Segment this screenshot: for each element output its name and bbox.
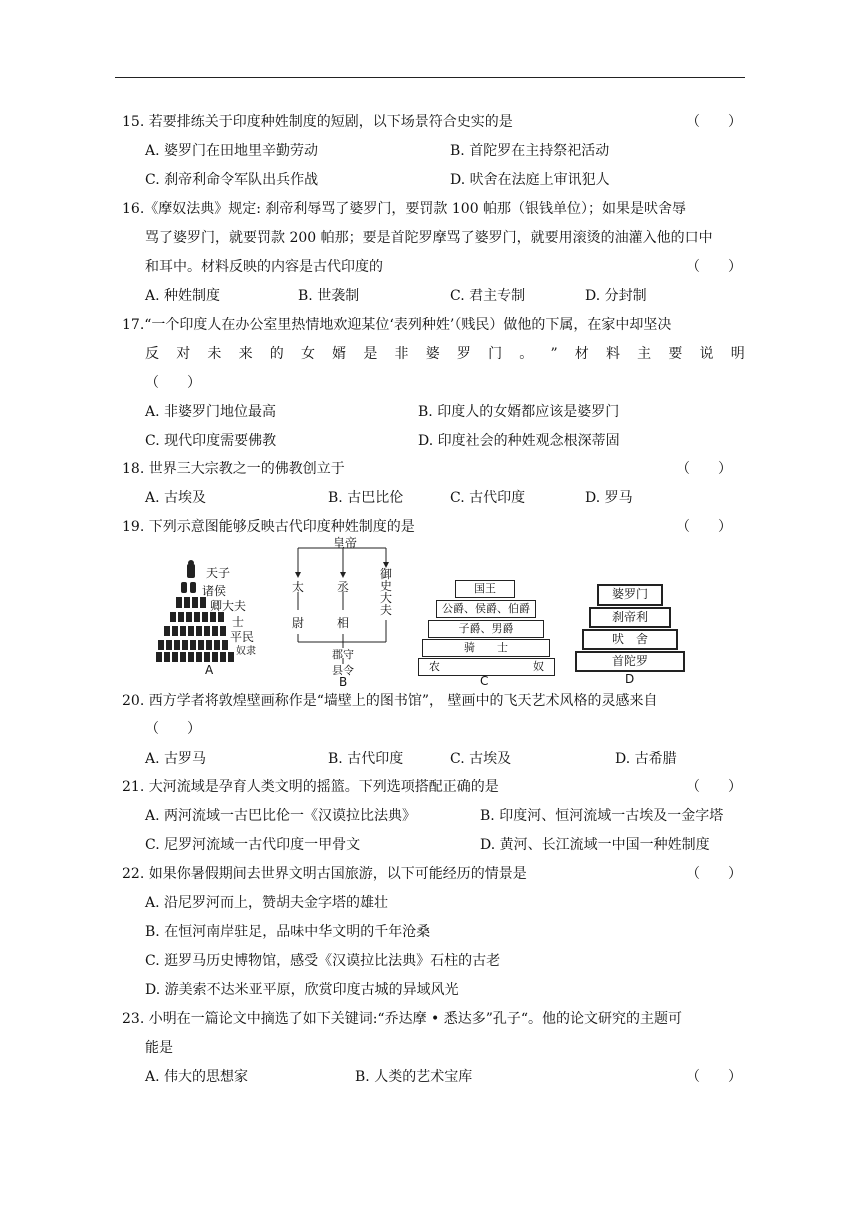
option-15-c[interactable]: C. 刹帝利命令军队出兵作战 [145,172,319,188]
option-18-c[interactable]: C. 古代印度 [450,490,526,506]
option-16-a[interactable]: A. 种姓制度 [145,288,221,304]
figure-a-caption: A [205,663,214,677]
figure-b-col: 御史大夫 [380,567,393,617]
option-15-a[interactable]: A. 婆罗门在田地里辛勤劳动 [145,143,319,159]
option-20-c[interactable]: C. 古埃及 [450,751,512,767]
question-16-line2: 骂了婆罗门，就要罚款 200 帕那；要是首陀罗摩骂了婆罗门，就要用滚烫的油灌入他的口中 [145,230,713,246]
q17-char: 来 [238,346,253,362]
q17-char: 明 [730,346,745,362]
question-16-line3: 和耳中。材料反映的内容是古代印度的 [145,259,383,275]
option-17-b[interactable]: B. 印度人的女婿都应该是婆罗门 [418,404,620,420]
figure-a-label: 奴隶 [236,646,256,657]
figure-a[interactable] [150,560,270,680]
figure-c-tier: 公爵、侯爵、伯爵 [436,600,536,618]
question-19: 19. 下列示意图能够反映古代印度种姓制度的是 [122,519,415,535]
figure-b-bottom2: 县令 [332,664,354,677]
question-22: 22. 如果你暑假期间去世界文明古国旅游，以下可能经历的情景是 [122,866,527,882]
q17-char: 门 [488,346,503,362]
figure-b[interactable] [288,534,398,689]
answer-paren-19[interactable]: （ ） [676,519,732,535]
figure-d-tier: 刹帝利 [589,607,671,628]
option-22-b[interactable]: B. 在恒河南岸驻足，品味中华文明的千年沧桑 [145,924,431,940]
figure-b-col: 太 [292,580,305,594]
q17-char: 反 [145,346,159,362]
option-21-c[interactable]: C. 尼罗河流域一古代印度一甲骨文 [145,837,361,853]
answer-paren-16[interactable]: （ ） [686,259,742,275]
figure-c-base-right: 奴 [533,660,544,673]
option-21-b[interactable]: B. 印度河、恒河流域一古埃及一金字塔 [480,808,724,824]
question-17-line2 [145,344,745,364]
figure-b-row2: 尉 [292,616,305,630]
answer-paren-17[interactable]: （ ） [145,375,201,391]
q17-char: 非 [394,346,409,362]
option-17-d[interactable]: D. 印度社会的种姓观念根深蒂固 [418,433,620,449]
figure-d-tier: 婆罗门 [597,584,663,606]
figure-b-row2: 相 [337,616,350,630]
option-18-d[interactable]: D. 罗马 [585,490,633,506]
q17-char: 材 [574,346,589,362]
q17-char: 主 [637,346,652,362]
option-17-a[interactable]: A. 非婆罗门地位最高 [145,404,277,420]
q17-char: 对 [176,346,191,362]
figure-b-top: 皇帝 [333,536,358,550]
header-rule [115,77,745,78]
option-15-d[interactable]: D. 吠舍在法庭上审讯犯人 [450,172,610,188]
question-15: 15. 若要排练关于印度种姓制度的短剧，以下场景符合史实的是 [122,114,513,130]
option-20-d[interactable]: D. 古希腊 [615,751,677,767]
q17-char: 要 [668,346,683,362]
figure-a-label: 卿大夫 [210,599,247,613]
q17-char: 料 [605,346,620,362]
figure-d[interactable] [575,584,685,684]
q17-char: 是 [363,346,378,362]
figure-d-caption: D [625,672,635,686]
option-23-a[interactable]: A. 伟大的思想家 [145,1069,249,1085]
q17-char: 。 [519,346,534,362]
question-18: 18. 世界三大宗教之一的佛教创立于 [122,461,345,477]
question-23-line1: 23. 小明在一篇论文中摘选了如下关键词:“乔达摩 • 悉达多”孔子“。他的论文研究的主题可 [122,1011,683,1027]
figure-c-caption: C [480,674,489,688]
figure-a-label: 平民 [230,630,255,644]
figure-b-col: 丞 [337,580,350,594]
figure-c-base-left: 农 [429,660,440,673]
q17-char: 罗 [456,346,471,362]
option-17-c[interactable]: C. 现代印度需要佛教 [145,433,277,449]
figure-d-tier: 首陀罗 [575,651,685,672]
question-16-line1: 16.《摩奴法典》规定: 刹帝利辱骂了婆罗门，要罚款 100 帕那（银钱单位）；如果是吠舍辱 [122,201,687,217]
question-23-line2: 能是 [145,1040,173,1056]
option-21-a[interactable]: A. 两河流域一古巴比伦一《汉谟拉比法典》 [145,808,417,824]
question-21: 21. 大河流域是孕育人类文明的摇篮。下列选项搭配正确的是 [122,779,499,795]
question-17-line1: 17.“一个印度人在办公室里热情地欢迎某位‘表列种姓’（贱民）做他的下属，在家中却坚决 [122,317,672,333]
figure-a-label: 天子 [206,566,231,580]
option-22-d[interactable]: D. 游美索不达米亚平原，欣赏印度古城的异域风光 [145,982,459,998]
figure-b-bottom1: 郡守 [332,648,354,661]
option-22-c[interactable]: C. 逛罗马历史博物馆，感受《汉谟拉比法典》石柱的古老 [145,953,501,969]
q17-char: ” [550,346,558,362]
q17-char: 女 [300,346,315,362]
q17-char: 未 [207,346,222,362]
answer-paren-18[interactable]: （ ） [676,461,732,477]
option-23-b[interactable]: B. 人类的艺术宝库 [355,1069,473,1085]
answer-paren-20[interactable]: （ ） [145,721,201,737]
figure-a-label: 士 [232,615,245,629]
answer-paren-23[interactable]: （ ） [686,1069,742,1085]
answer-paren-22[interactable]: （ ） [686,866,742,882]
q17-char: 的 [269,346,284,362]
option-18-a[interactable]: A. 古埃及 [145,490,207,506]
option-21-d[interactable]: D. 黄河、长江流域一中国一种姓制度 [480,837,710,853]
option-20-b[interactable]: B. 古代印度 [328,751,404,767]
option-20-a[interactable]: A. 古罗马 [145,751,207,767]
option-15-b[interactable]: B. 首陀罗在主持祭祀活动 [450,143,610,159]
figure-c-tier: 子爵、男爵 [428,620,544,638]
question-20-line1: 20. 西方学者将敦煌壁画称作是“墙壁上的图书馆”， 壁画中的飞天艺术风格的灵感来自 [122,693,658,709]
q17-char: 婆 [425,346,440,362]
option-22-a[interactable]: A. 沿尼罗河而上，赞胡夫金字塔的雄壮 [145,895,389,911]
figure-b-caption: B [339,675,348,689]
option-16-d[interactable]: D. 分封制 [585,288,647,304]
option-16-b[interactable]: B. 世袭制 [298,288,360,304]
figure-d-tier: 吠 舍 [582,629,678,650]
option-16-c[interactable]: C. 君主专制 [450,288,526,304]
q17-char: 说 [699,346,714,362]
figure-c-tier: 骑 士 [422,639,550,657]
figure-c-tier: 国王 [455,580,515,598]
answer-paren-21[interactable]: （ ） [686,779,742,795]
figure-a-label: 诸侯 [202,584,227,598]
figure-c[interactable] [418,580,556,688]
answer-paren-15[interactable]: （ ） [686,114,742,130]
option-18-b[interactable]: B. 古巴比伦 [328,490,404,506]
q17-char: 婿 [332,346,347,362]
